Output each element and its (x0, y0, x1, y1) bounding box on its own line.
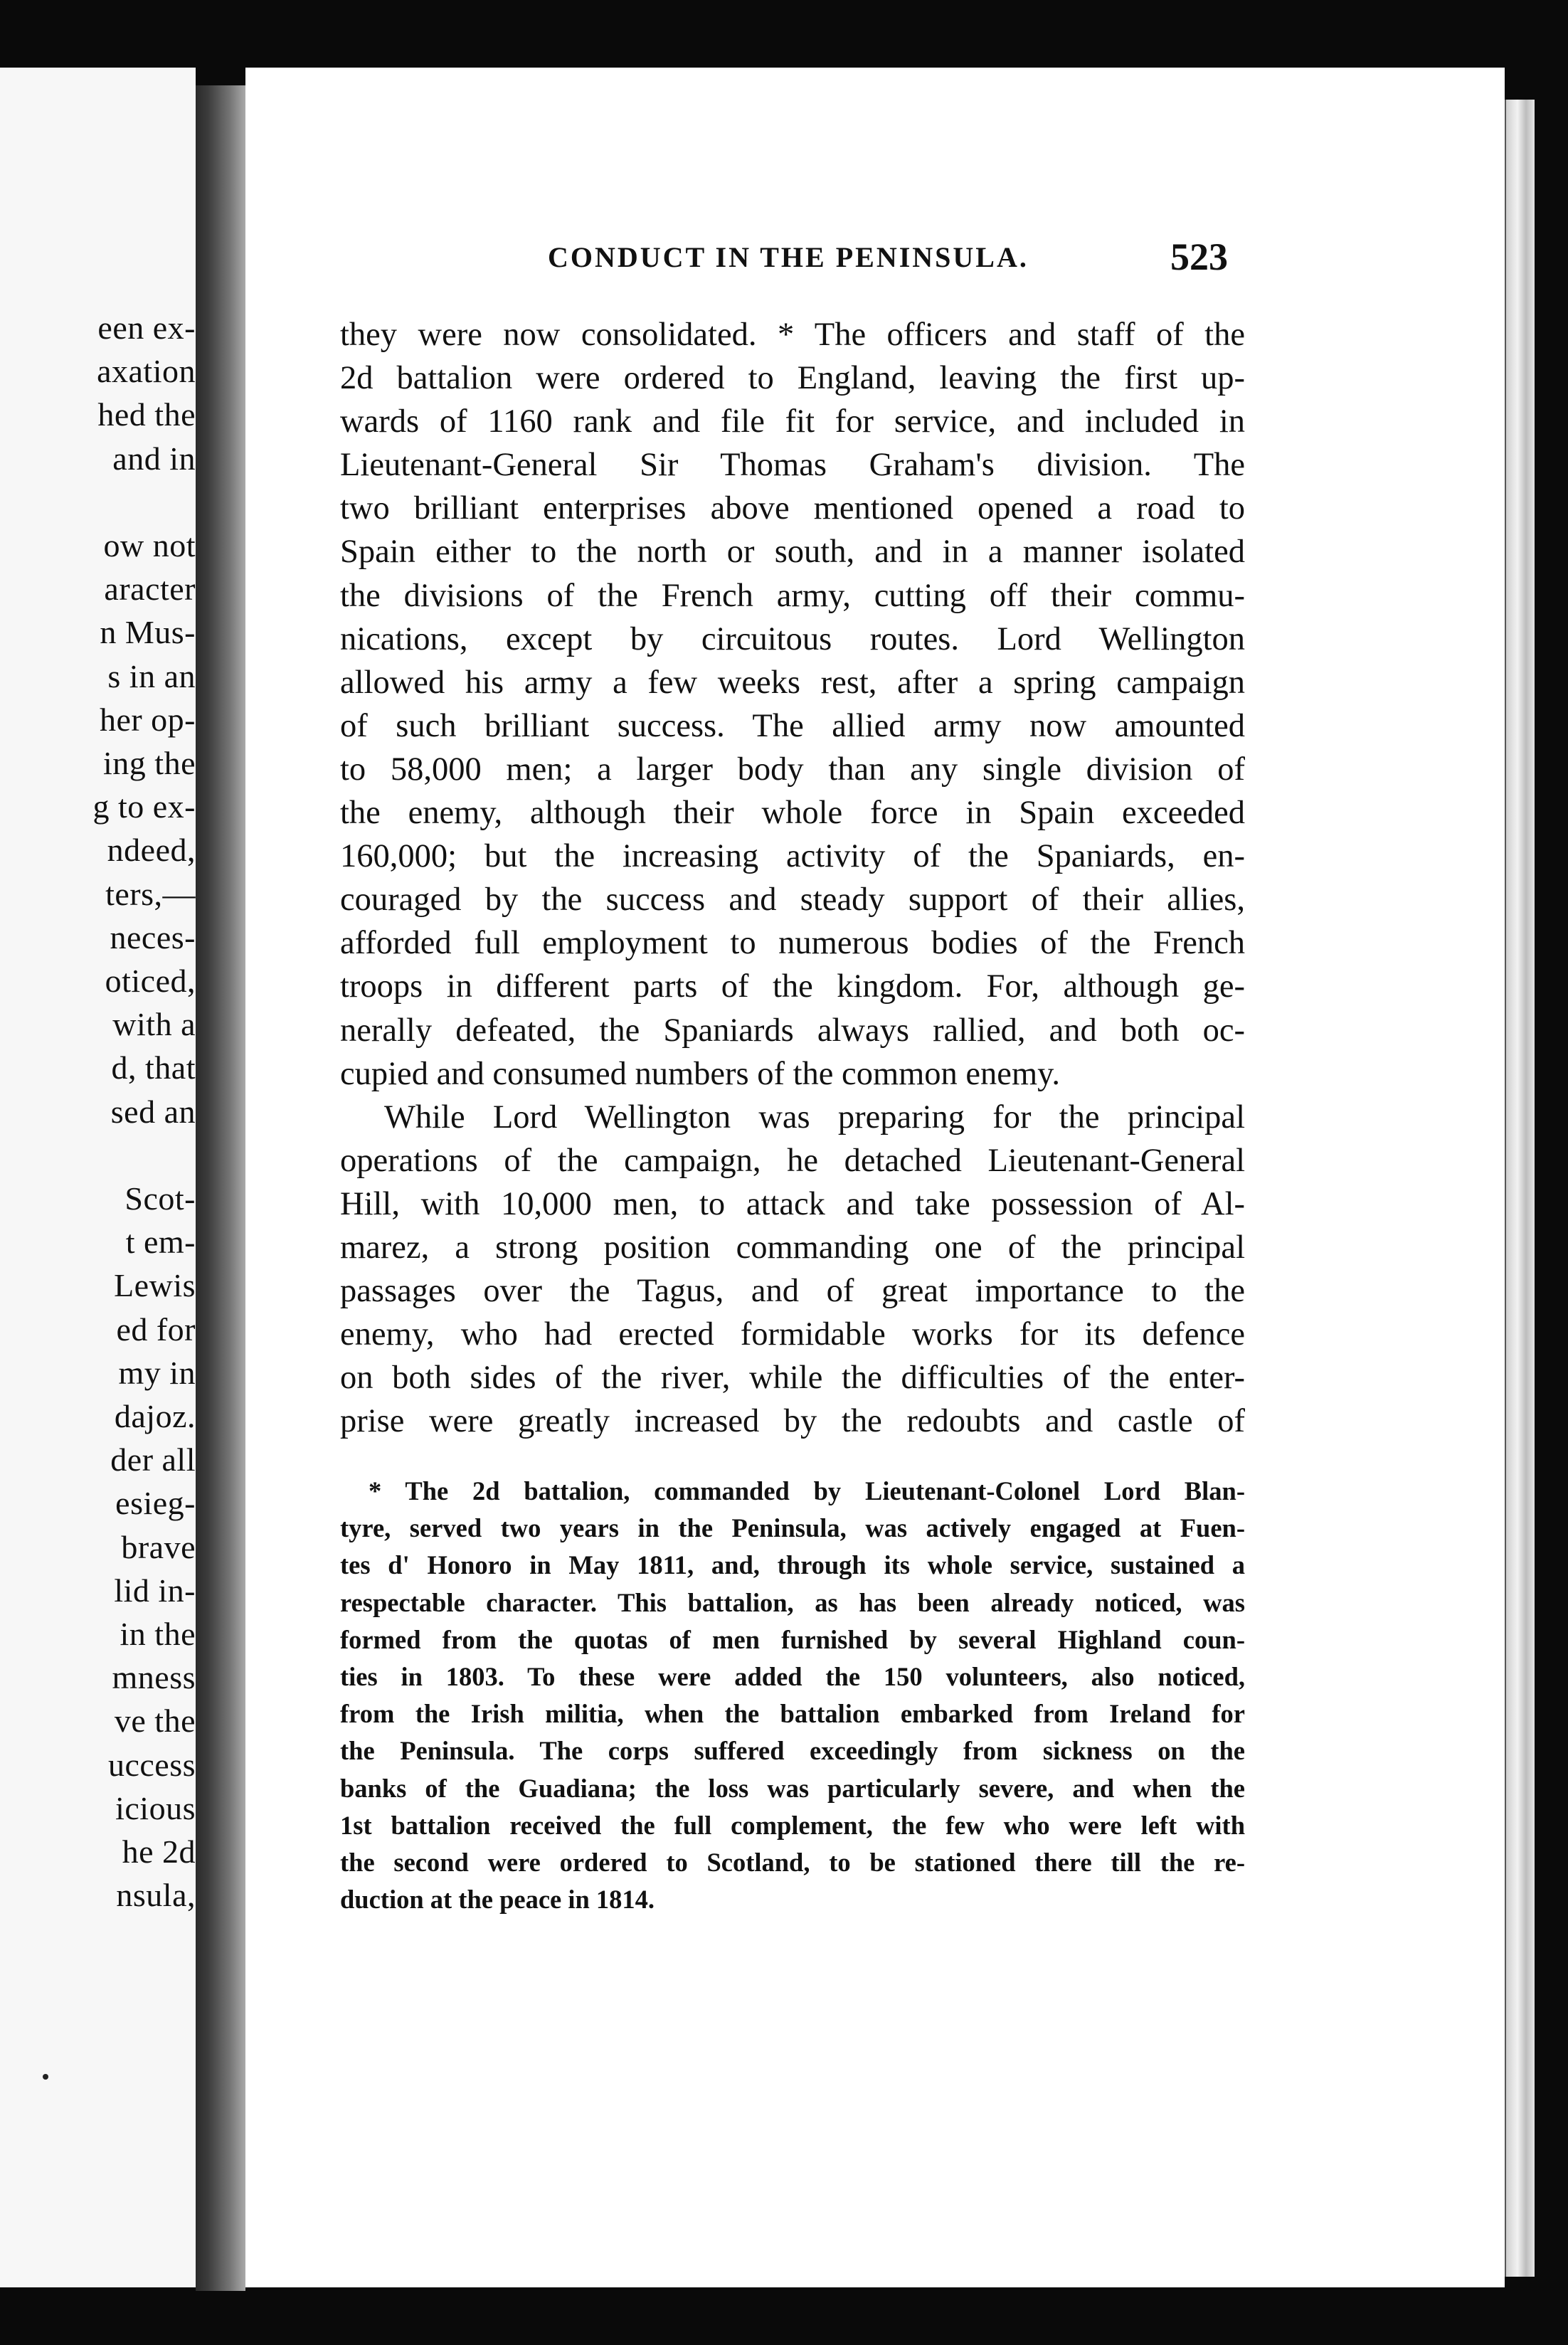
left-facing-page (0, 68, 196, 2287)
left-page-line: mness (112, 1659, 196, 1696)
body-line: two brilliant enterprises above mentioned opened a road to (340, 490, 1245, 527)
body-line: marez, a strong position commanding one of the principal (340, 1229, 1245, 1266)
paragraph-1 (340, 313, 1245, 1096)
body-line: cupied and consumed numbers of the common enemy. (340, 1055, 1060, 1092)
body-line: nications, except by circuitous routes. Lord Wellington (340, 620, 1245, 657)
footnote-line: formed from the quotas of men furnished by several Highland coun- (340, 1624, 1245, 1654)
left-page-line: ters,— (105, 875, 196, 912)
left-page-line: ow not (103, 527, 196, 563)
left-page-line: een ex- (97, 309, 196, 346)
body-line: the enemy, although their whole force in Spain exceeded (340, 795, 1245, 832)
body-line: While Lord Wellington was preparing for the principal (384, 1099, 1245, 1136)
body-line: operations of the campaign, he detached Lieutenant-General (340, 1142, 1245, 1179)
body-line: allowed his army a few weeks rest, after a spring campaign (340, 664, 1245, 701)
left-page-line: d, that (111, 1049, 196, 1086)
left-page-line: nsula, (116, 1877, 196, 1914)
left-page-line: hed the (97, 396, 196, 433)
left-page-line: lid in- (114, 1572, 196, 1609)
left-page-line: in the (120, 1616, 196, 1653)
book-gutter (196, 85, 245, 2291)
body-line: prise were greatly increased by the redoubts and castle of (340, 1403, 1245, 1440)
footnote-line: tes d' Honoro in May 1811, and, through its whole service, sustained a (340, 1550, 1245, 1580)
footnote-line: respectable character. This battalion, as has been already noticed, was (340, 1587, 1245, 1617)
left-page-line: oticed, (105, 963, 196, 1000)
left-page-line: n Mus- (100, 614, 196, 651)
left-page-line: Lewis (114, 1267, 196, 1304)
body-line: to 58,000 men; a larger body than any single division of (340, 751, 1245, 788)
left-page-line: her op- (99, 701, 196, 738)
footnote-line: tyre, served two years in the Peninsula, was actively engaged at Fuen- (340, 1513, 1245, 1543)
left-page-line: sed an (110, 1093, 196, 1130)
body-line: passages over the Tagus, and of great importance to the (340, 1273, 1245, 1310)
footnote-line: 1st battalion received the full complement, the few who were left with (340, 1810, 1245, 1840)
body-line: 160,000; but the increasing activity of the Spaniards, en- (340, 838, 1245, 875)
footnote-line: from the Irish militia, when the battalion embarked from Ireland for (340, 1699, 1245, 1729)
body-line: Spain either to the north or south, and in a manner isolated (340, 534, 1245, 571)
footnote-line: banks of the Guadiana; the loss was particularly severe, and when the (340, 1773, 1245, 1803)
footnote-line: ties in 1803. To these were added the 150 volunteers, also noticed, (340, 1662, 1245, 1692)
footnote-line: duction at the peace in 1814. (340, 1885, 655, 1915)
body-line: enemy, who had erected formidable works for its defence (340, 1316, 1245, 1353)
left-page-line: aracter (104, 571, 196, 608)
left-page-blank-line (0, 480, 196, 524)
left-page-blank-line (0, 1133, 196, 1177)
footnote-line: the second were ordered to Scotland, to be stationed there till the re- (340, 1848, 1245, 1878)
body-line: they were now consolidated. * The officers and staff of the (340, 317, 1245, 353)
footnote-line: the Peninsula. The corps suffered exceedingly from sickness on the (340, 1736, 1245, 1766)
left-page-line: and in (112, 440, 196, 477)
left-page-line: axation (97, 353, 196, 390)
left-page-line: t em- (125, 1224, 196, 1261)
left-page-line: uccess (107, 1746, 196, 1783)
body-line: wards of 1160 rank and file fit for service, and included in (340, 403, 1245, 440)
running-head: CONDUCT IN THE PENINSULA. (548, 241, 1029, 273)
left-page-line: esieg- (115, 1485, 196, 1522)
body-line: on both sides of the river, while the difficulties of the enter- (340, 1360, 1245, 1397)
body-line: couraged by the success and steady support of their allies, (340, 882, 1245, 919)
body-text (340, 313, 1245, 1443)
left-page-line: icious (115, 1789, 196, 1826)
left-page-line: he 2d (122, 1833, 196, 1870)
body-line: the divisions of the French army, cutting off their commu- (340, 577, 1245, 614)
page-number: 523 (1170, 235, 1228, 278)
left-page-line: der all (110, 1441, 196, 1478)
left-page-text (0, 306, 196, 1917)
body-line: Lieutenant-General Sir Thomas Graham's division. The (340, 447, 1245, 484)
left-page-line: s in an (107, 657, 196, 694)
page-edge-stack (1505, 100, 1535, 2277)
left-page-line: neces- (110, 919, 196, 956)
body-line: 2d battalion were ordered to England, leaving the first up- (340, 360, 1245, 397)
left-page-line: ve the (114, 1703, 196, 1740)
left-page-line: with a (112, 1006, 196, 1043)
left-page-line: g to ex- (92, 788, 196, 825)
body-line: of such brilliant success. The allied army now amounted (340, 707, 1245, 744)
left-page-ink-dot (43, 2074, 48, 2080)
left-page-line: Scot- (125, 1180, 196, 1217)
left-page-line: brave (121, 1528, 196, 1565)
left-page-line: ing the (103, 745, 196, 782)
left-page-line: dajoz. (114, 1398, 196, 1435)
body-line: Hill, with 10,000 men, to attack and take possession of Al- (340, 1185, 1245, 1222)
left-page-line: ndeed, (107, 832, 196, 869)
body-line: afforded full employment to numerous bodies of the French (340, 925, 1245, 962)
body-line: troops in different parts of the kingdom. For, although ge- (340, 968, 1245, 1005)
footnote (340, 1473, 1245, 1918)
paragraph-2 (340, 1096, 1245, 1444)
left-page-line: ed for (116, 1311, 196, 1348)
body-line: nerally defeated, the Spaniards always rallied, and both oc- (340, 1012, 1245, 1049)
left-page-line: my in (118, 1354, 196, 1391)
footnote-line: * The 2d battalion, commanded by Lieutenant-Colonel Lord Blan- (369, 1476, 1245, 1505)
